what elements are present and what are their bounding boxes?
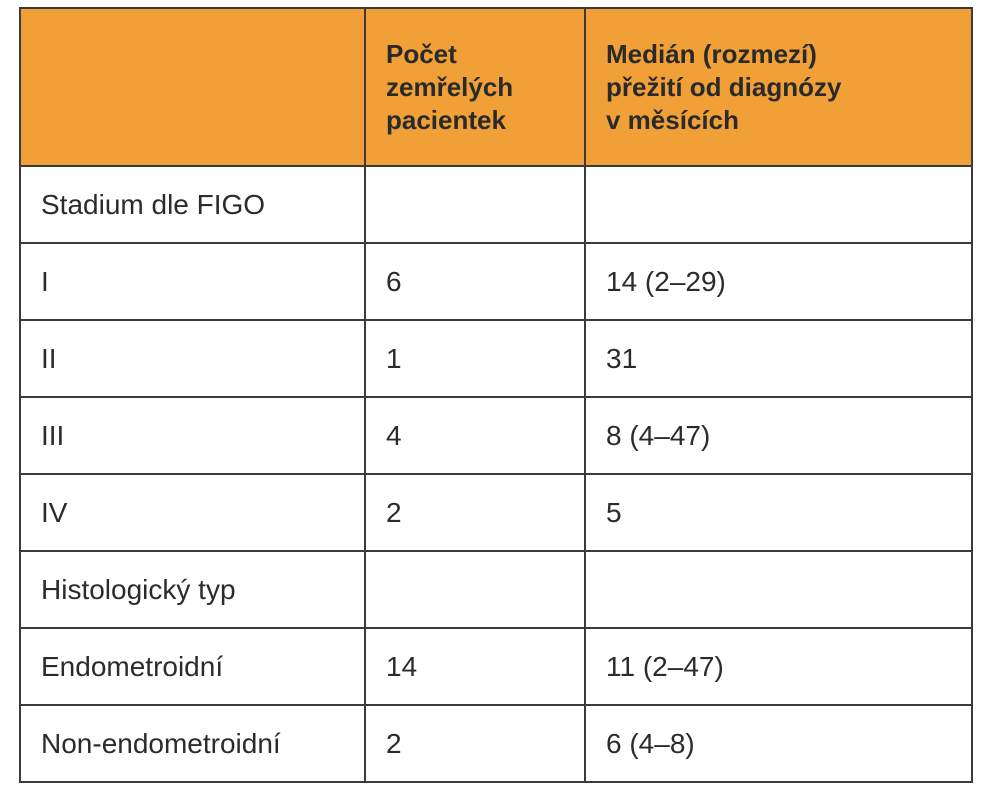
median-survival-cell: 11 (2–47) <box>585 628 972 705</box>
table-row <box>20 397 972 474</box>
row-label: Non-endometroidní <box>20 705 365 782</box>
table-body <box>20 166 972 782</box>
row-label: Endometroidní <box>20 628 365 705</box>
median-survival-cell <box>585 551 972 628</box>
median-survival-cell: 6 (4–8) <box>585 705 972 782</box>
header-cell-deceased-count <box>365 8 585 166</box>
deceased-count-cell: 6 <box>365 243 585 320</box>
header-cell-median-survival <box>585 8 972 166</box>
table-header <box>20 8 972 166</box>
deceased-count-cell: 4 <box>365 397 585 474</box>
table-row <box>20 166 972 243</box>
header-line: Medián (rozmezí) <box>606 38 817 69</box>
header-line: přežití od diagnózy <box>606 71 842 102</box>
deceased-count-cell: 14 <box>365 628 585 705</box>
table-row <box>20 628 972 705</box>
row-label: III <box>20 397 365 474</box>
deceased-count-cell: 2 <box>365 474 585 551</box>
row-label: I <box>20 243 365 320</box>
table-row <box>20 243 972 320</box>
table-row <box>20 705 972 782</box>
survival-table <box>19 7 973 783</box>
deceased-count-cell <box>365 551 585 628</box>
row-label: Stadium dle FIGO <box>20 166 365 243</box>
header-line: zemřelých <box>386 71 514 102</box>
deceased-count-cell: 1 <box>365 320 585 397</box>
row-label: IV <box>20 474 365 551</box>
header-line: Počet <box>386 38 457 69</box>
header-cell-empty <box>20 8 365 166</box>
table-row <box>20 551 972 628</box>
median-survival-cell <box>585 166 972 243</box>
row-label: Histologický typ <box>20 551 365 628</box>
table-row <box>20 474 972 551</box>
median-survival-cell: 8 (4–47) <box>585 397 972 474</box>
header-line: pacientek <box>386 104 506 135</box>
row-label: II <box>20 320 365 397</box>
median-survival-cell: 31 <box>585 320 972 397</box>
median-survival-cell: 14 (2–29) <box>585 243 972 320</box>
header-row <box>20 8 972 166</box>
median-survival-cell: 5 <box>585 474 972 551</box>
table-row <box>20 320 972 397</box>
deceased-count-cell <box>365 166 585 243</box>
deceased-count-cell: 2 <box>365 705 585 782</box>
header-line: v měsících <box>606 104 739 135</box>
